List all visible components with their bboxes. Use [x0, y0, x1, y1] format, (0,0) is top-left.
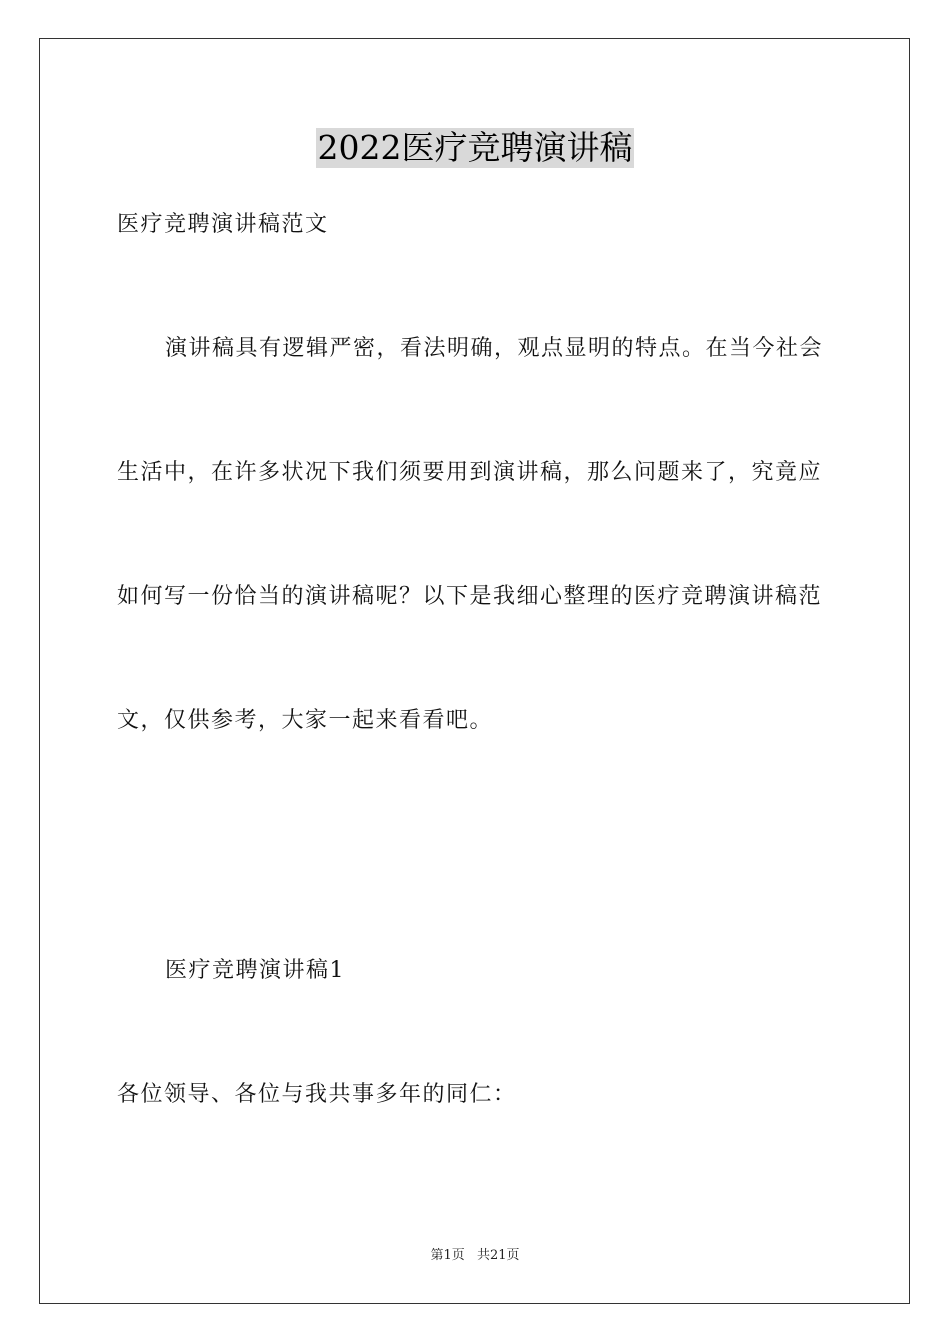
document-title: 2022医疗竞聘演讲稿: [317, 128, 633, 167]
page-total: 共21页: [476, 1248, 520, 1263]
document-subtitle: 医疗竞聘演讲稿范文: [117, 212, 329, 237]
title-container: [0, 128, 950, 168]
section-heading: 医疗竞聘演讲稿1: [165, 958, 345, 983]
page-number: 第1页: [430, 1248, 465, 1263]
intro-line-1: 演讲稿具有逻辑严密，看法明确，观点显明的特点。在当今社会: [165, 336, 824, 361]
intro-line-3: 如何写一份恰当的演讲稿呢？以下是我细心整理的医疗竞聘演讲稿范: [117, 584, 823, 609]
salutation: 各位领导、各位与我共事多年的同仁：: [117, 1082, 517, 1107]
intro-line-4: 文，仅供参考，大家一起来看看吧。: [117, 708, 494, 733]
page-footer: [0, 1247, 950, 1265]
intro-line-2: 生活中，在许多状况下我们须要用到演讲稿，那么问题来了，究竟应: [117, 460, 823, 485]
